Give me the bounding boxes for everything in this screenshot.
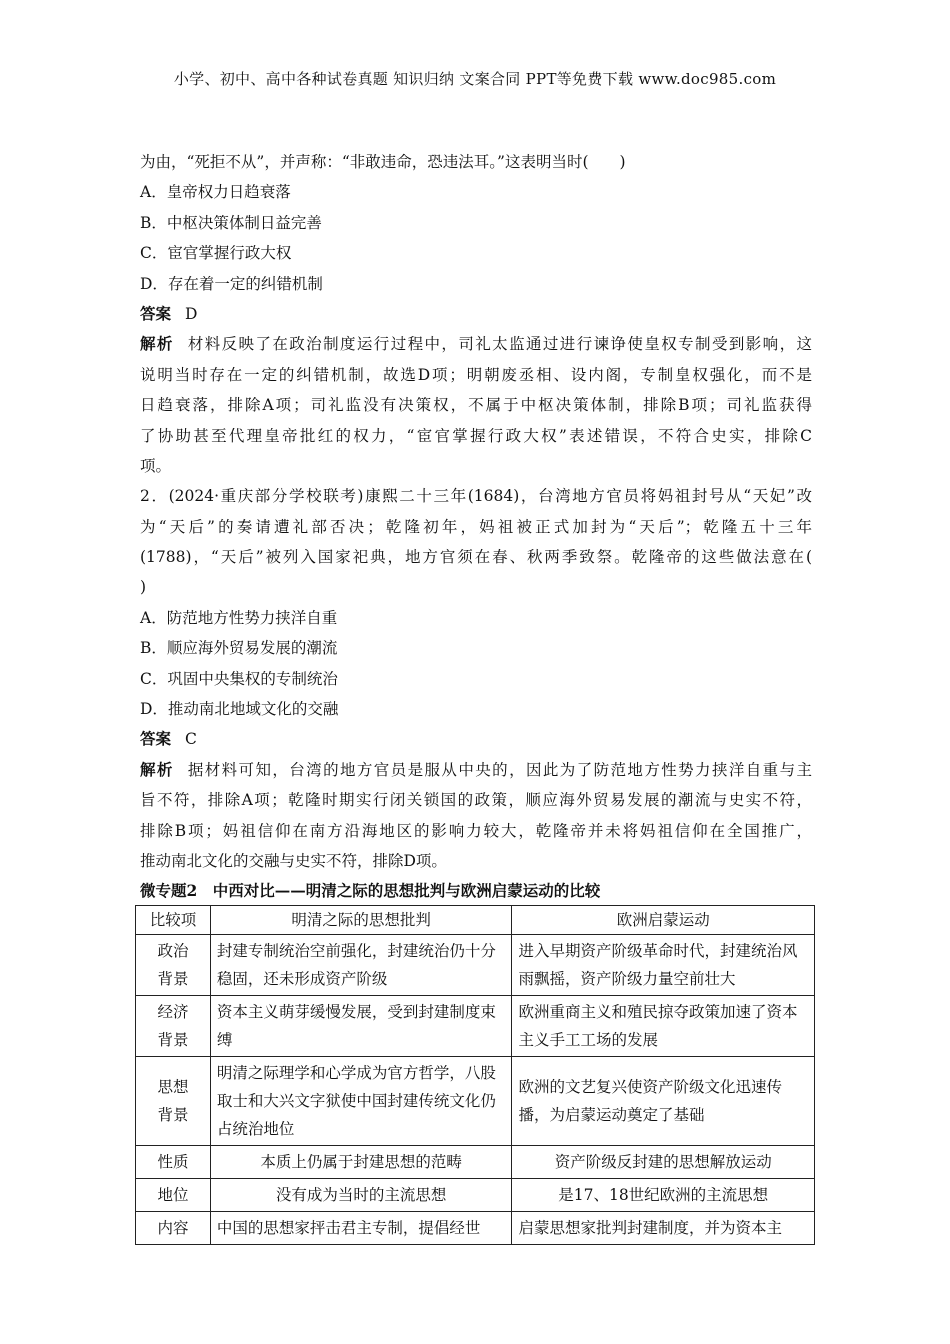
- row-china-cell: 明清之际理学和心学成为官方哲学，八股取士和大兴文字狱使中国封建传统文化仍占统治地位: [210, 1057, 512, 1146]
- q2-stem-line: 为“天后”的奏请遭礼部否决；乾隆初年，妈祖被正式加封为“天后”；乾隆五十三年: [140, 517, 812, 536]
- row-item-text: 背景: [157, 1106, 189, 1124]
- row-europe-cell: 欧洲重商主义和殖民掠夺政策加速了资本主义手工工场的发展: [512, 996, 815, 1057]
- analysis-label: 解析: [140, 334, 174, 354]
- row-item-text: 经济: [157, 1003, 189, 1021]
- q2-analysis-line: 排除B项；妈祖信仰在南方沿海地区的影响力较大，乾隆帝并未将妈祖信仰在全国推广，: [140, 821, 812, 840]
- table-row: [136, 996, 815, 1057]
- row-item-cell: [136, 1146, 211, 1179]
- table-row: [136, 1146, 815, 1179]
- row-europe-cell: 进入早期资产阶级革命时代，封建统治风雨飘摇，资产阶级力量空前壮大: [512, 935, 815, 996]
- row-china-cell: 本质上仍属于封建思想的范畴: [210, 1146, 512, 1179]
- q2-option-c: C．巩固中央集权的专制统治: [140, 669, 338, 688]
- row-item-cell: [136, 1179, 211, 1212]
- row-europe-cell: 资产阶级反封建的思想解放运动: [512, 1146, 815, 1179]
- row-item-cell: [136, 935, 211, 996]
- analysis-text: 材料反映了在政治制度运行过程中，司礼太监通过进行谏诤使皇权专制受到影响，这: [187, 335, 812, 354]
- answer-value: D: [185, 304, 198, 323]
- row-item-cell: [136, 996, 211, 1057]
- row-item-cell: [136, 1212, 211, 1245]
- row-china-cell: 没有成为当时的主流思想: [210, 1179, 512, 1212]
- answer-value: C: [185, 730, 197, 749]
- q2-stem-line: ): [140, 578, 147, 597]
- row-item-text: 地位: [157, 1186, 189, 1204]
- topic-title: 微专题2 中西对比——明清之际的思想批判与欧洲启蒙运动的比较: [140, 881, 601, 901]
- q2-stem-line: 2．(2024·重庆部分学校联考)康熙二十三年(1684)，台湾地方官员将妈祖封号从“天妃”改: [140, 487, 812, 506]
- q1-analysis-line: 了协助甚至代理皇帝批红的权力，“宦官掌握行政大权”表述错误，不符合史实，排除C: [140, 426, 812, 445]
- document-body: [140, 147, 812, 907]
- q2-analysis-line: 推动南北文化的交融与史实不符，排除D项。: [140, 851, 447, 870]
- q1-analysis-line: 日趋衰落，排除A项；司礼监没有决策权，不属于中枢决策体制，排除B项；司礼监获得: [140, 396, 812, 415]
- row-item-text: 内容: [157, 1219, 189, 1237]
- q1-answer: [140, 299, 812, 329]
- q1-stem: 为由，“死拒不从”，并声称：“非敢违命，恐违法耳。”这表明当时( ): [140, 153, 626, 171]
- row-europe-cell: 是17、18世纪欧洲的主流思想: [512, 1179, 815, 1212]
- row-china-cell: 中国的思想家抨击君主专制，提倡经世: [210, 1212, 512, 1245]
- row-item-text: 背景: [157, 970, 189, 988]
- table-row: [136, 1212, 815, 1245]
- q2-analysis-line: 旨不符，排除A项；乾隆时期实行闭关锁国的政策，顺应海外贸易发展的潮流与史实不符，: [140, 791, 812, 810]
- q2-option-a: A．防范地方性势力挟洋自重: [140, 608, 338, 627]
- table-header-row: [136, 906, 815, 935]
- table-header-cell: 欧洲启蒙运动: [512, 906, 815, 935]
- answer-label: 答案: [140, 729, 172, 749]
- analysis-text: 据材料可知，台湾的地方官员是服从中央的，因此为了防范地方性势力挟洋自重与主: [187, 760, 812, 779]
- row-item-text: 性质: [157, 1153, 189, 1171]
- q2-stem-line: (1788)，“天后”被列入国家祀典，地方官须在春、秋两季致祭。乾隆帝的这些做法意在(: [140, 548, 812, 567]
- q1-analysis-line: 说明当时存在一定的纠错机制，故选D项；明朝废丞相、设内阁，专制皇权强化，而不是: [140, 365, 812, 384]
- table-header-cell: 明清之际的思想批判: [210, 906, 512, 935]
- comparison-table: [135, 905, 815, 1245]
- row-item-text: 政治: [157, 942, 189, 960]
- q1-option-d: D．存在着一定的纠错机制: [140, 274, 323, 293]
- q2-option-b: B．顺应海外贸易发展的潮流: [140, 639, 338, 658]
- q2-option-d: D．推动南北地域文化的交融: [140, 700, 339, 719]
- page-header: 小学、初中、高中各种试卷真题 知识归纳 文案合同 PPT等免费下载 www.doc985.com: [173, 70, 777, 88]
- q2-answer: [140, 724, 812, 754]
- q1-option-b: B．中枢决策体制日益完善: [140, 213, 322, 232]
- analysis-label: 解析: [140, 759, 174, 779]
- q1-option-a: A．皇帝权力日趋衰落: [140, 183, 291, 202]
- table-header-cell: 比较项: [136, 906, 211, 935]
- q1-option-c: C．宦官掌握行政大权: [140, 244, 292, 263]
- row-europe-cell: 启蒙思想家批判封建制度，并为资本主: [512, 1212, 815, 1245]
- answer-label: 答案: [140, 303, 172, 323]
- row-item-cell: [136, 1057, 211, 1146]
- q2-analysis-line: [140, 755, 812, 785]
- q1-analysis-line: 项。: [140, 456, 172, 475]
- table-row: [136, 1057, 815, 1146]
- row-item-text: 思想: [157, 1078, 189, 1096]
- row-china-cell: 封建专制统治空前强化，封建统治仍十分稳固，还未形成资产阶级: [210, 935, 512, 996]
- row-item-text: 背景: [157, 1031, 189, 1049]
- row-china-cell: 资本主义萌芽缓慢发展，受到封建制度束缚: [210, 996, 512, 1057]
- table-row: [136, 935, 815, 996]
- table-row: [136, 1179, 815, 1212]
- row-europe-cell: 欧洲的文艺复兴使资产阶级文化迅速传播，为启蒙运动奠定了基础: [512, 1057, 815, 1146]
- q1-analysis-line: [140, 329, 812, 359]
